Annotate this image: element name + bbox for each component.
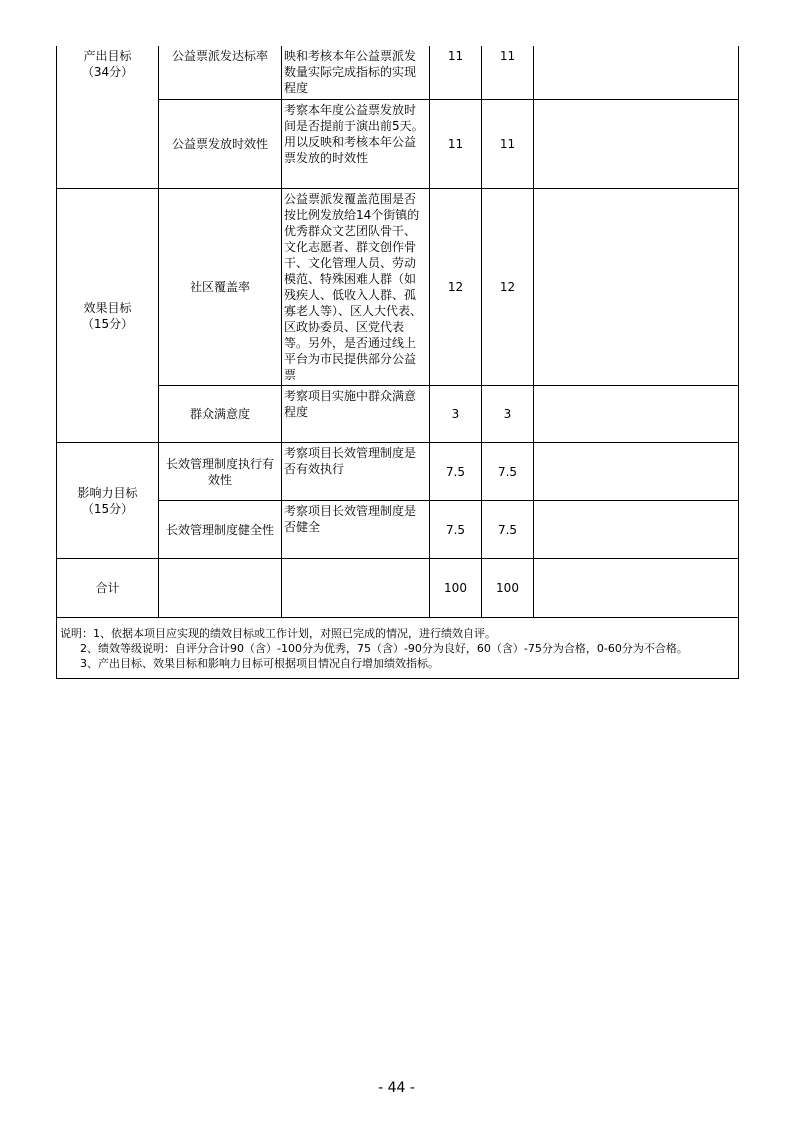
indicator-cell: 公益票发放时效性 xyxy=(159,100,282,189)
table-row xyxy=(57,100,739,189)
category-score: （15分） xyxy=(81,316,134,331)
table-row xyxy=(57,46,739,100)
notes-row xyxy=(57,618,739,679)
remark-cell xyxy=(534,501,739,559)
score-cell: 7.5 xyxy=(482,443,534,501)
indicator-cell: 社区覆盖率 xyxy=(159,189,282,386)
table-row xyxy=(57,189,739,386)
notes-cell xyxy=(57,618,739,679)
description-cell: 考察本年度公益票发放时间是否提前于演出前5天。用以反映和考核本年公益票发放的时效性 xyxy=(282,100,430,189)
category-cell xyxy=(57,189,159,443)
note-line-3: 3、产出目标、效果目标和影响力目标可根据项目情况自行增加绩效指标。 xyxy=(80,656,439,670)
note-line-2: 2、绩效等级说明：自评分合计90（含）-100分为优秀，75（含）-90分为良好，60（含）-75分为合格，0-60分为不合格。 xyxy=(80,641,688,655)
category-score: （15分） xyxy=(81,501,134,516)
weight-cell: 3 xyxy=(430,386,482,443)
remark-cell xyxy=(534,100,739,189)
total-row xyxy=(57,559,739,618)
score-cell: 11 xyxy=(482,46,534,100)
category-label: 效果目标 xyxy=(83,300,132,315)
empty-cell xyxy=(159,559,282,618)
total-label: 合计 xyxy=(57,559,159,618)
description-cell: 考察项目长效管理制度是否有效执行 xyxy=(282,443,430,501)
category-label: 产出目标 xyxy=(83,49,132,63)
indicator-cell: 公益票派发达标率 xyxy=(159,46,282,100)
remark-cell xyxy=(534,443,739,501)
category-label: 影响力目标 xyxy=(77,485,138,500)
score-cell: 3 xyxy=(482,386,534,443)
empty-cell xyxy=(534,559,739,618)
category-cell xyxy=(57,443,159,559)
description-cell: 公益票派发覆盖范围是否按比例发放给14个街镇的优秀群众文艺团队骨干、文化志愿者、群文创作骨干、文化管理人员、劳动模范、特殊困难人群（如残疾人、低收入人群、孤寡老人等）、区人大代表、区政协委员、区党代表等。另外，是否通过线上平台为市民提供部分公益票 xyxy=(282,189,430,386)
weight-cell: 7.5 xyxy=(430,443,482,501)
description-cell: 考察项目长效管理制度是否健全 xyxy=(282,501,430,559)
note-line-1: 说明：1、依据本项目应实现的绩效目标或工作计划，对照已完成的情况，进行绩效自评。 xyxy=(60,626,496,640)
page-number: - 44 - xyxy=(378,1080,415,1096)
indicator-cell: 群众满意度 xyxy=(159,386,282,443)
weight-cell: 11 xyxy=(430,100,482,189)
weight-cell: 12 xyxy=(430,189,482,386)
remark-cell xyxy=(534,189,739,386)
total-score: 100 xyxy=(482,559,534,618)
indicator-cell: 长效管理制度执行有效性 xyxy=(159,443,282,501)
category-cell xyxy=(57,46,159,189)
remark-cell xyxy=(534,46,739,100)
remark-cell xyxy=(534,386,739,443)
total-weight: 100 xyxy=(430,559,482,618)
performance-evaluation-table xyxy=(56,46,739,679)
weight-cell: 7.5 xyxy=(430,501,482,559)
table-row xyxy=(57,501,739,559)
score-cell: 12 xyxy=(482,189,534,386)
category-score: （34分） xyxy=(81,65,134,79)
description-cell: 考察项目实施中群众满意程度 xyxy=(282,386,430,443)
table-row xyxy=(57,443,739,501)
indicator-cell: 长效管理制度健全性 xyxy=(159,501,282,559)
weight-cell: 11 xyxy=(430,46,482,100)
empty-cell xyxy=(282,559,430,618)
description-cell: 映和考核本年公益票派发数量实际完成指标的实现程度 xyxy=(282,46,430,100)
score-cell: 7.5 xyxy=(482,501,534,559)
score-cell: 11 xyxy=(482,100,534,189)
table-row xyxy=(57,386,739,443)
